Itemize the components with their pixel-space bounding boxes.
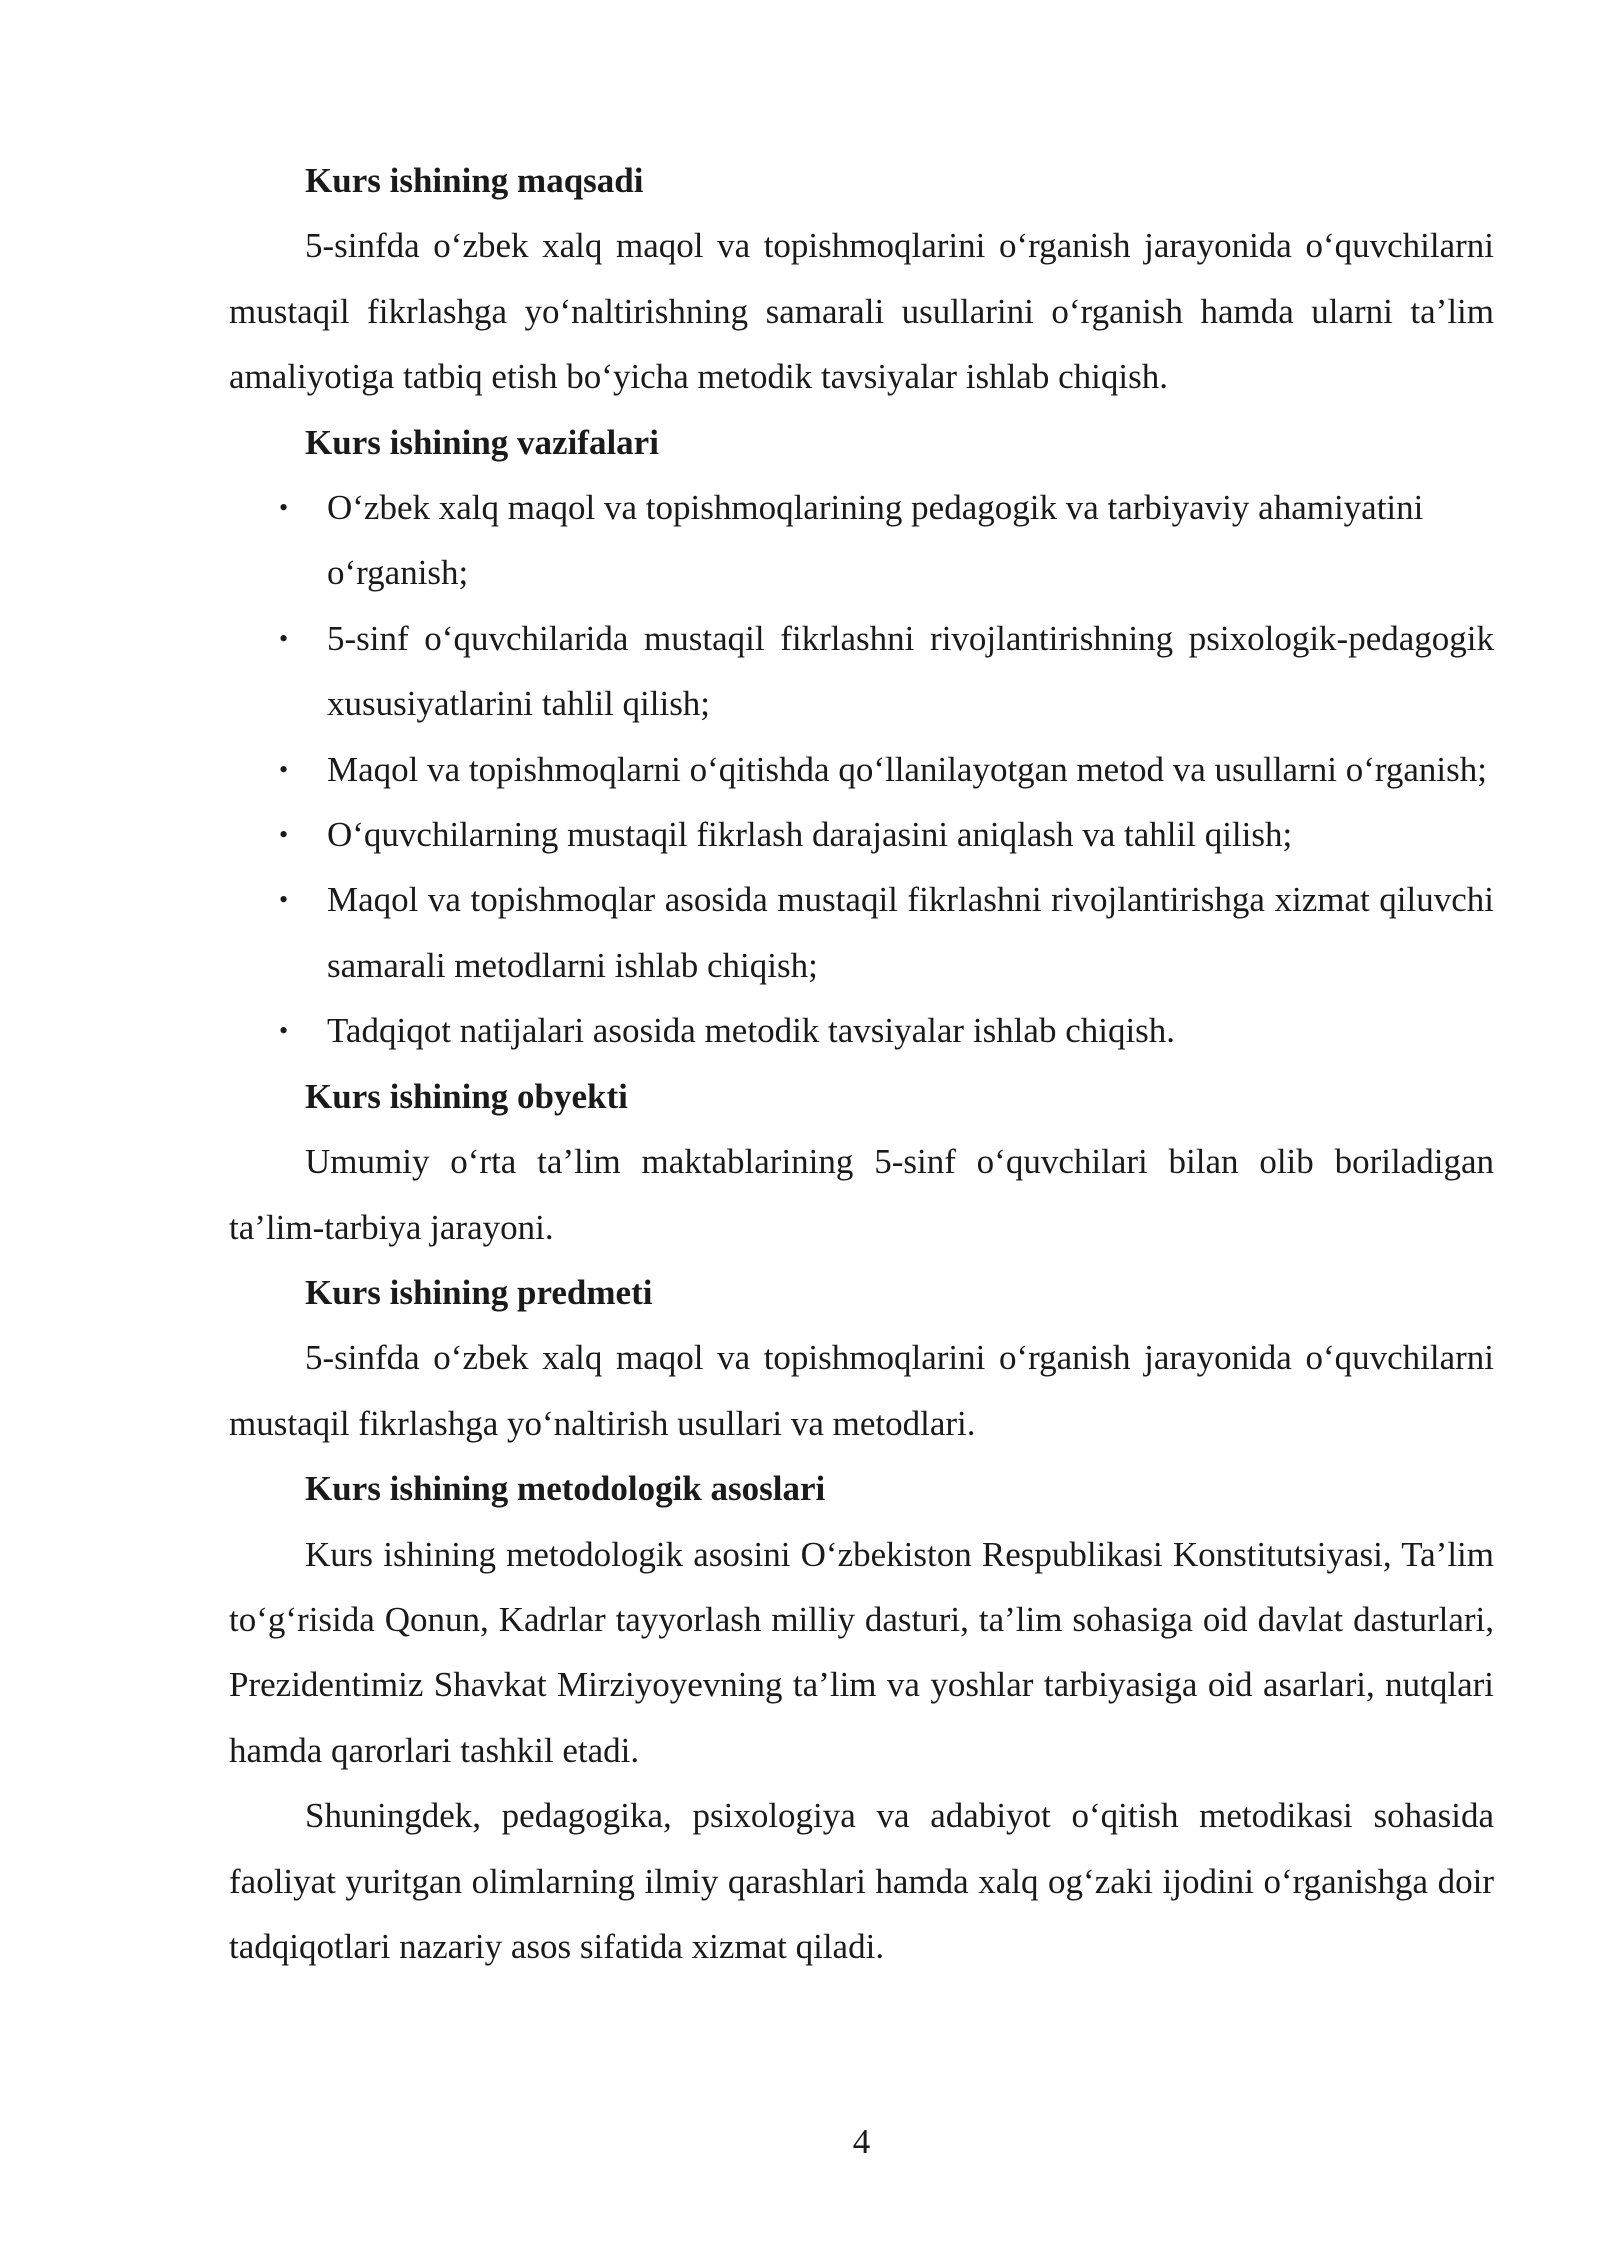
list-item bbox=[229, 475, 1512, 606]
list-item-text: O‘zbek xalq maqol va topishmoqlarining pedagogik va tarbiyaviy ahamiyatini o‘rganish; bbox=[327, 488, 1424, 593]
bullet-icon: • bbox=[279, 885, 289, 915]
list-item-text: Maqol va topishmoqlarni o‘qitishda qo‘llanilayotgan metod va usullarni o‘rganish; bbox=[327, 749, 1487, 789]
page-number: 4 bbox=[852, 2122, 871, 2161]
methodology-paragraph-1: Kurs ishining metodologik asosini O‘zbekiston Respublikasi Konstitutsiyasi, Ta’lim to‘g‘risida Qonun, Kadrlar tayyorlash milliy dasturi, ta’lim sohasiga oid davlat dasturlari, Prezidentimiz Shavkat Mirziyoyevning ta’lim va yoshlar tarbiyasiga oid asarlari, nutqlari hamda qarorlari tashkil etadi. bbox=[229, 1534, 1494, 1770]
list-item bbox=[229, 998, 1494, 1063]
list-item-text: 5-sinf o‘quvchilarida mustaqil fikrlashni rivojlantirishning psixologik-pedagogik xususiyatlarini tahlil qilish; bbox=[327, 618, 1494, 724]
tasks-list bbox=[229, 475, 1494, 1064]
methodology-paragraph-2: Shuningdek, pedagogika, psixologiya va adabiyot o‘qitish metodikasi sohasida faoliyat yuritgan olimlarning ilmiy qarashlari hamda xalq og‘zaki ijodini o‘rganishga doir tadqiqotlari nazariy asos sifatida xizmat qiladi. bbox=[229, 1796, 1494, 1966]
bullet-icon: • bbox=[279, 754, 289, 784]
bullet-icon: • bbox=[279, 820, 289, 850]
list-item-text: Tadqiqot natijalari asosida metodik tavsiyalar ishlab chiqish. bbox=[327, 1011, 1176, 1051]
bullet-icon: • bbox=[279, 623, 289, 653]
object-heading: Kurs ishining obyekti bbox=[305, 1076, 628, 1116]
bullet-icon: • bbox=[279, 493, 289, 523]
object-paragraph: Umumiy o‘rta ta’lim maktablarining 5-sinf o‘quvchilari bilan olib boriladigan ta’lim-tarbiya jarayoni. bbox=[229, 1142, 1494, 1247]
subject-heading: Kurs ishining predmeti bbox=[305, 1272, 653, 1312]
bullet-icon: • bbox=[279, 1016, 289, 1046]
list-item bbox=[229, 737, 1494, 802]
list-item bbox=[229, 606, 1494, 737]
list-item-text: O‘quvchilarning mustaqil fikrlash darajasini aniqlash va tahlil qilish; bbox=[327, 815, 1293, 855]
document-page bbox=[229, 148, 1494, 1979]
list-item bbox=[229, 867, 1494, 998]
methodology-heading: Kurs ishining metodologik asoslari bbox=[305, 1469, 826, 1509]
goal-heading: Kurs ishining maqsadi bbox=[305, 161, 644, 200]
goal-paragraph: 5-sinfda o‘zbek xalq maqol va topishmoqlarini o‘rganish jarayonida o‘quvchilarni mustaqil fikrlashga yo‘naltirishning samarali usullarini o‘rganish hamda ularni ta’lim amaliyotiga tatbiq etish bo‘yicha metodik tavsiyalar ishlab chiqish. bbox=[229, 226, 1494, 397]
list-item bbox=[229, 802, 1494, 867]
subject-paragraph: 5-sinfda o‘zbek xalq maqol va topishmoqlarini o‘rganish jarayonida o‘quvchilarni mustaqil fikrlashga yo‘naltirish usullari va metodlari. bbox=[229, 1338, 1494, 1443]
list-item-text: Maqol va topishmoqlar asosida mustaqil fikrlashni rivojlantirishga xizmat qiluvchi samarali metodlarni ishlab chiqish; bbox=[327, 880, 1494, 985]
tasks-heading: Kurs ishining vazifalari bbox=[305, 422, 659, 462]
